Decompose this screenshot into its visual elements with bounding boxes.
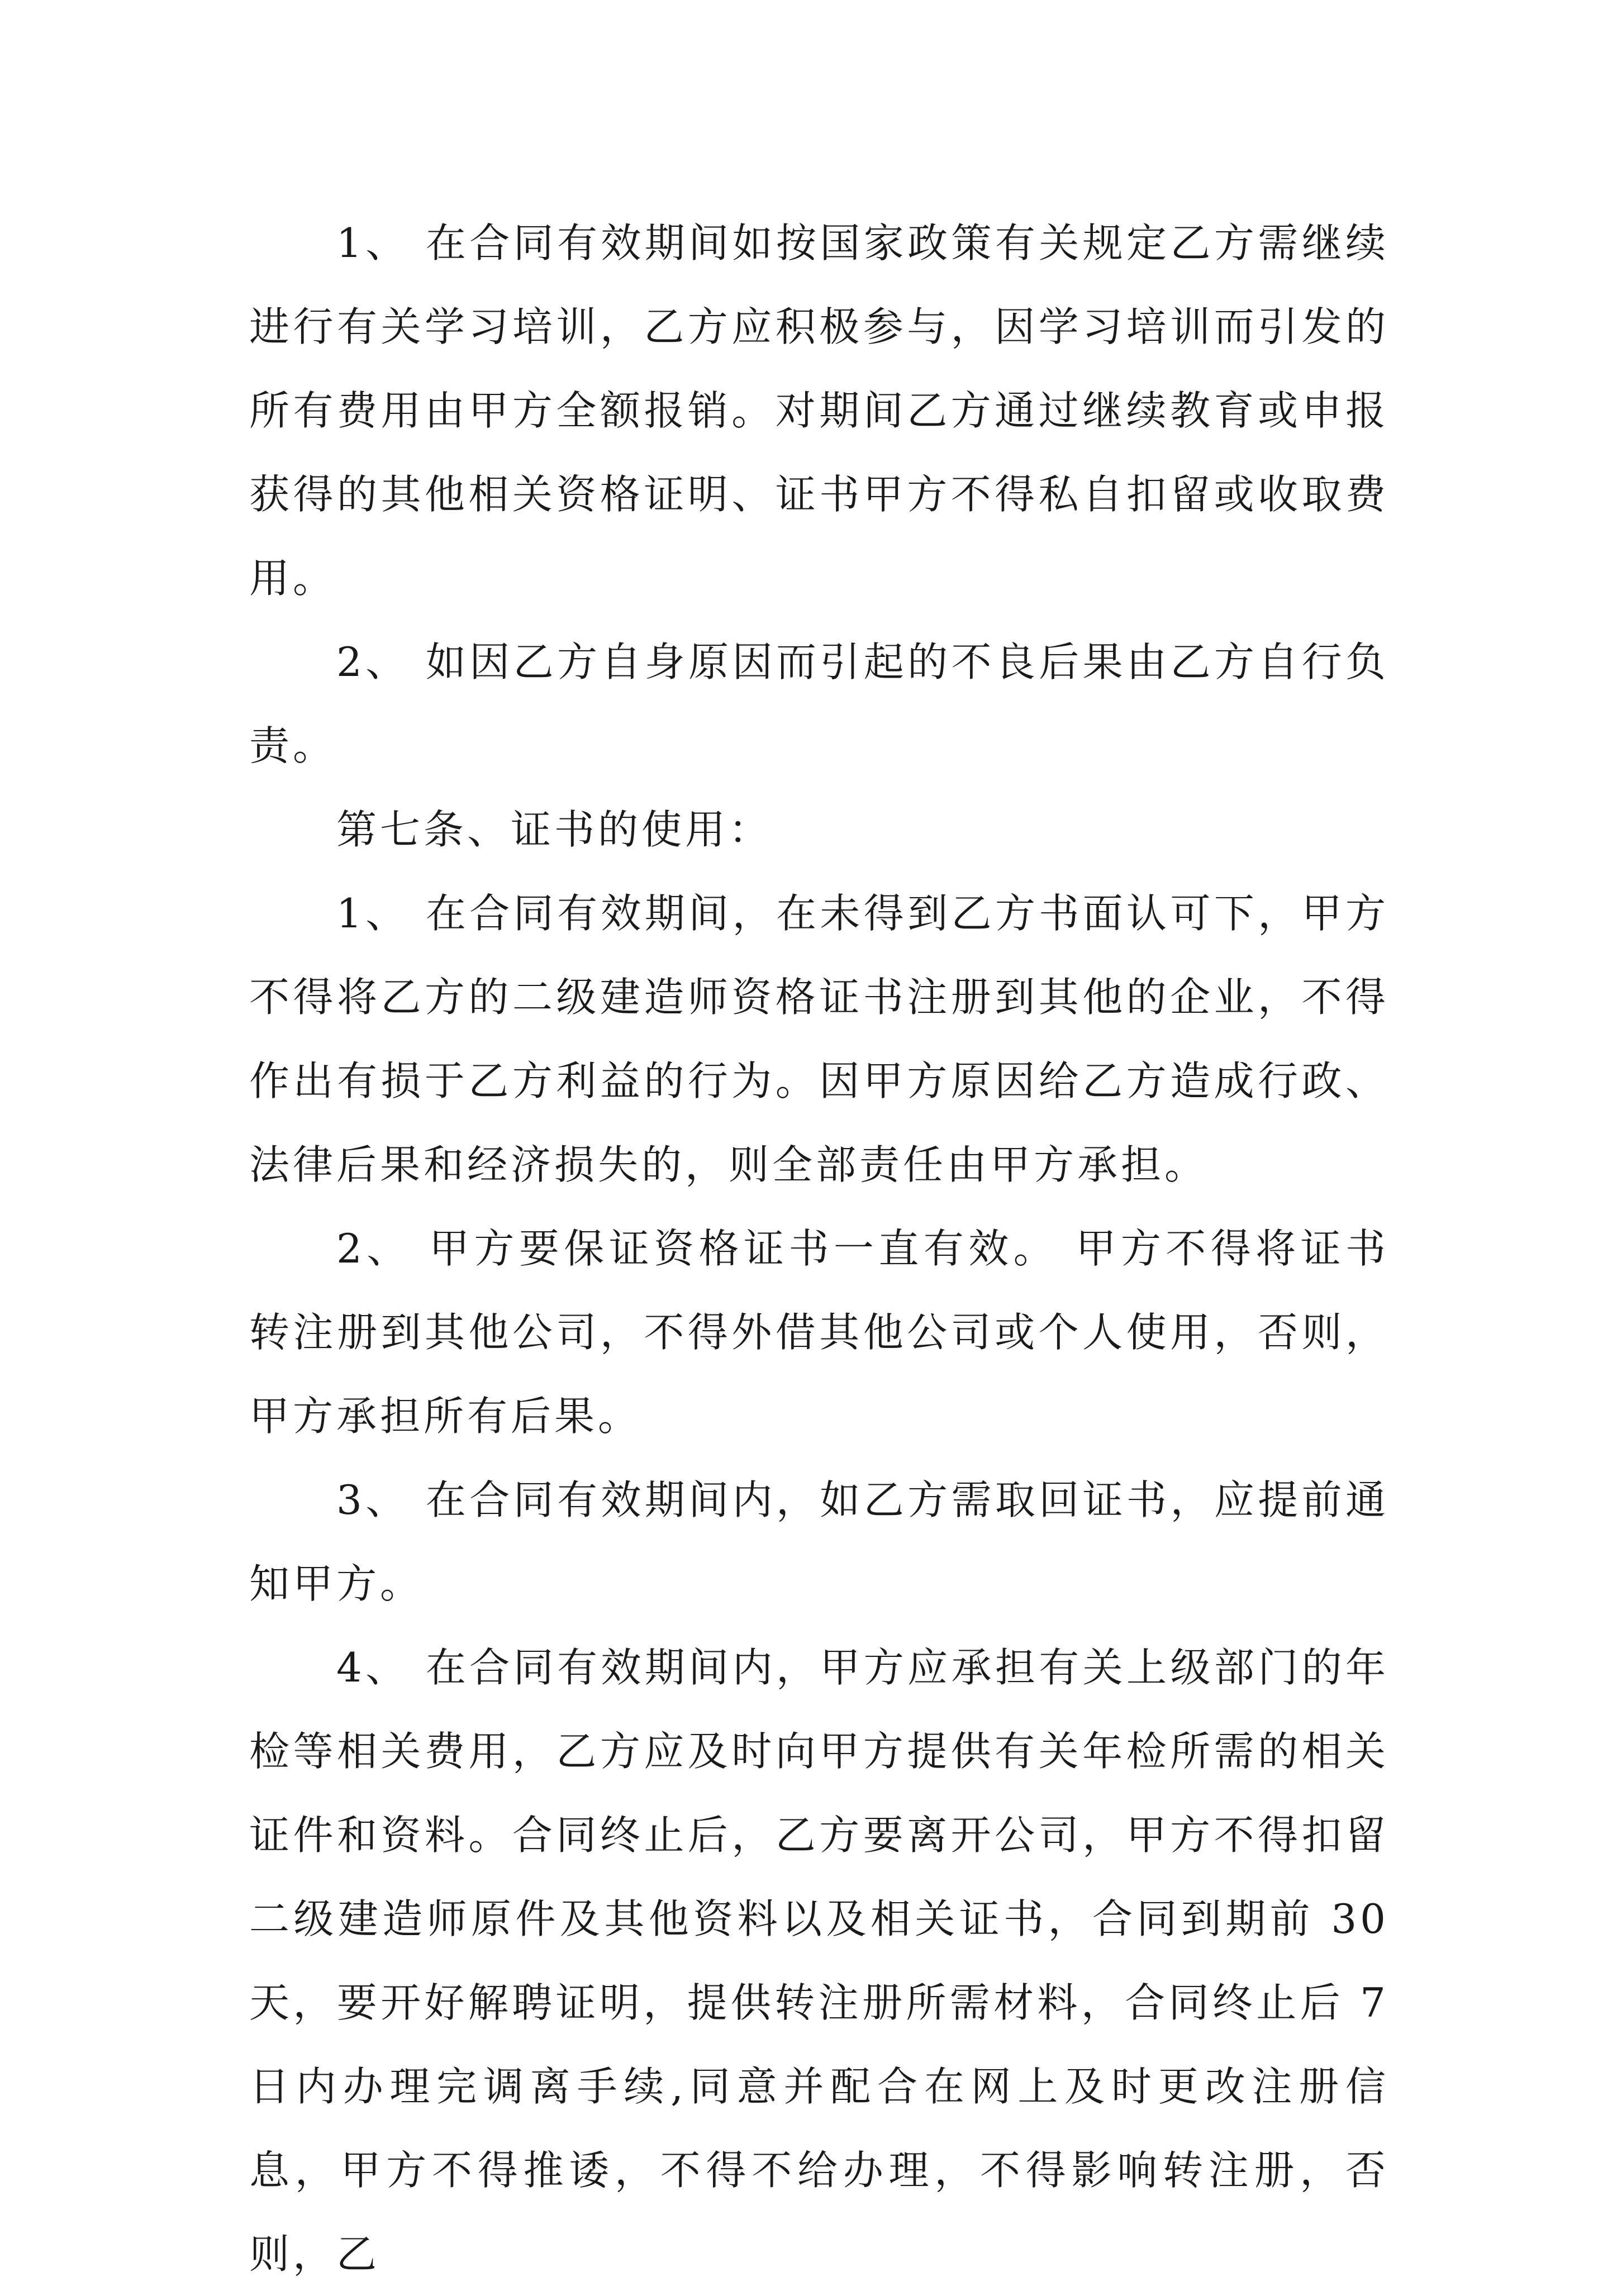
paragraph-certificate-validity: 2、 甲方要保证资格证书一直有效。 甲方不得将证书转注册到其他公司，不得外借其他公司或个人使用，否则，甲方承担所有后果。 [249,1225,1389,1440]
paragraph-certificate-retrieval: 3、 在合同有效期间内，如乙方需取回证书，应提前通知甲方。 [249,1476,1389,1607]
paragraph-annual-inspection: 4、 在合同有效期间内，甲方应承担有关上级部门的年检等相关费用，乙方应及时向甲方提供有关年检所需的相关证件和资料。合同终止后，乙方要离开公司，甲方不得扣留二级建造师原件及其他资料以及相关证书，合同到期前 30天，要开好解聘证明，提供转注册所需材料，合同终止后 7日内办理完调离手续,同意并配合在网上及时更改注册信息，甲方不得推诿，不得不给办理，不得影响转注册，否则，乙 [249,1644,1389,2278]
paragraph-liability-clause: 2、 如因乙方自身原因而引起的不良后果由乙方自行负责。 [249,639,1389,769]
paragraph-training-clause: 1、 在合同有效期间如按国家政策有关规定乙方需继续进行有关学习培训，乙方应积极参与，因学习培训而引发的所有费用由甲方全额报销。对期间乙方通过继续教育或申报获得的其他相关资格证明、证书甲方不得私自扣留或收取费用。 [249,220,1389,602]
contract-body [249,201,1389,2296]
section-heading-article-7: 第七条、证书的使用： [336,806,773,853]
paragraph-certificate-registration: 1、 在合同有效期间，在未得到乙方书面认可下，甲方不得将乙方的二级建造师资格证书注册到其他的企业，不得作出有损于乙方利益的行为。因甲方原因给乙方造成行政、法律后果和经济损失的，则全部责任由甲方承担。 [249,890,1389,1188]
